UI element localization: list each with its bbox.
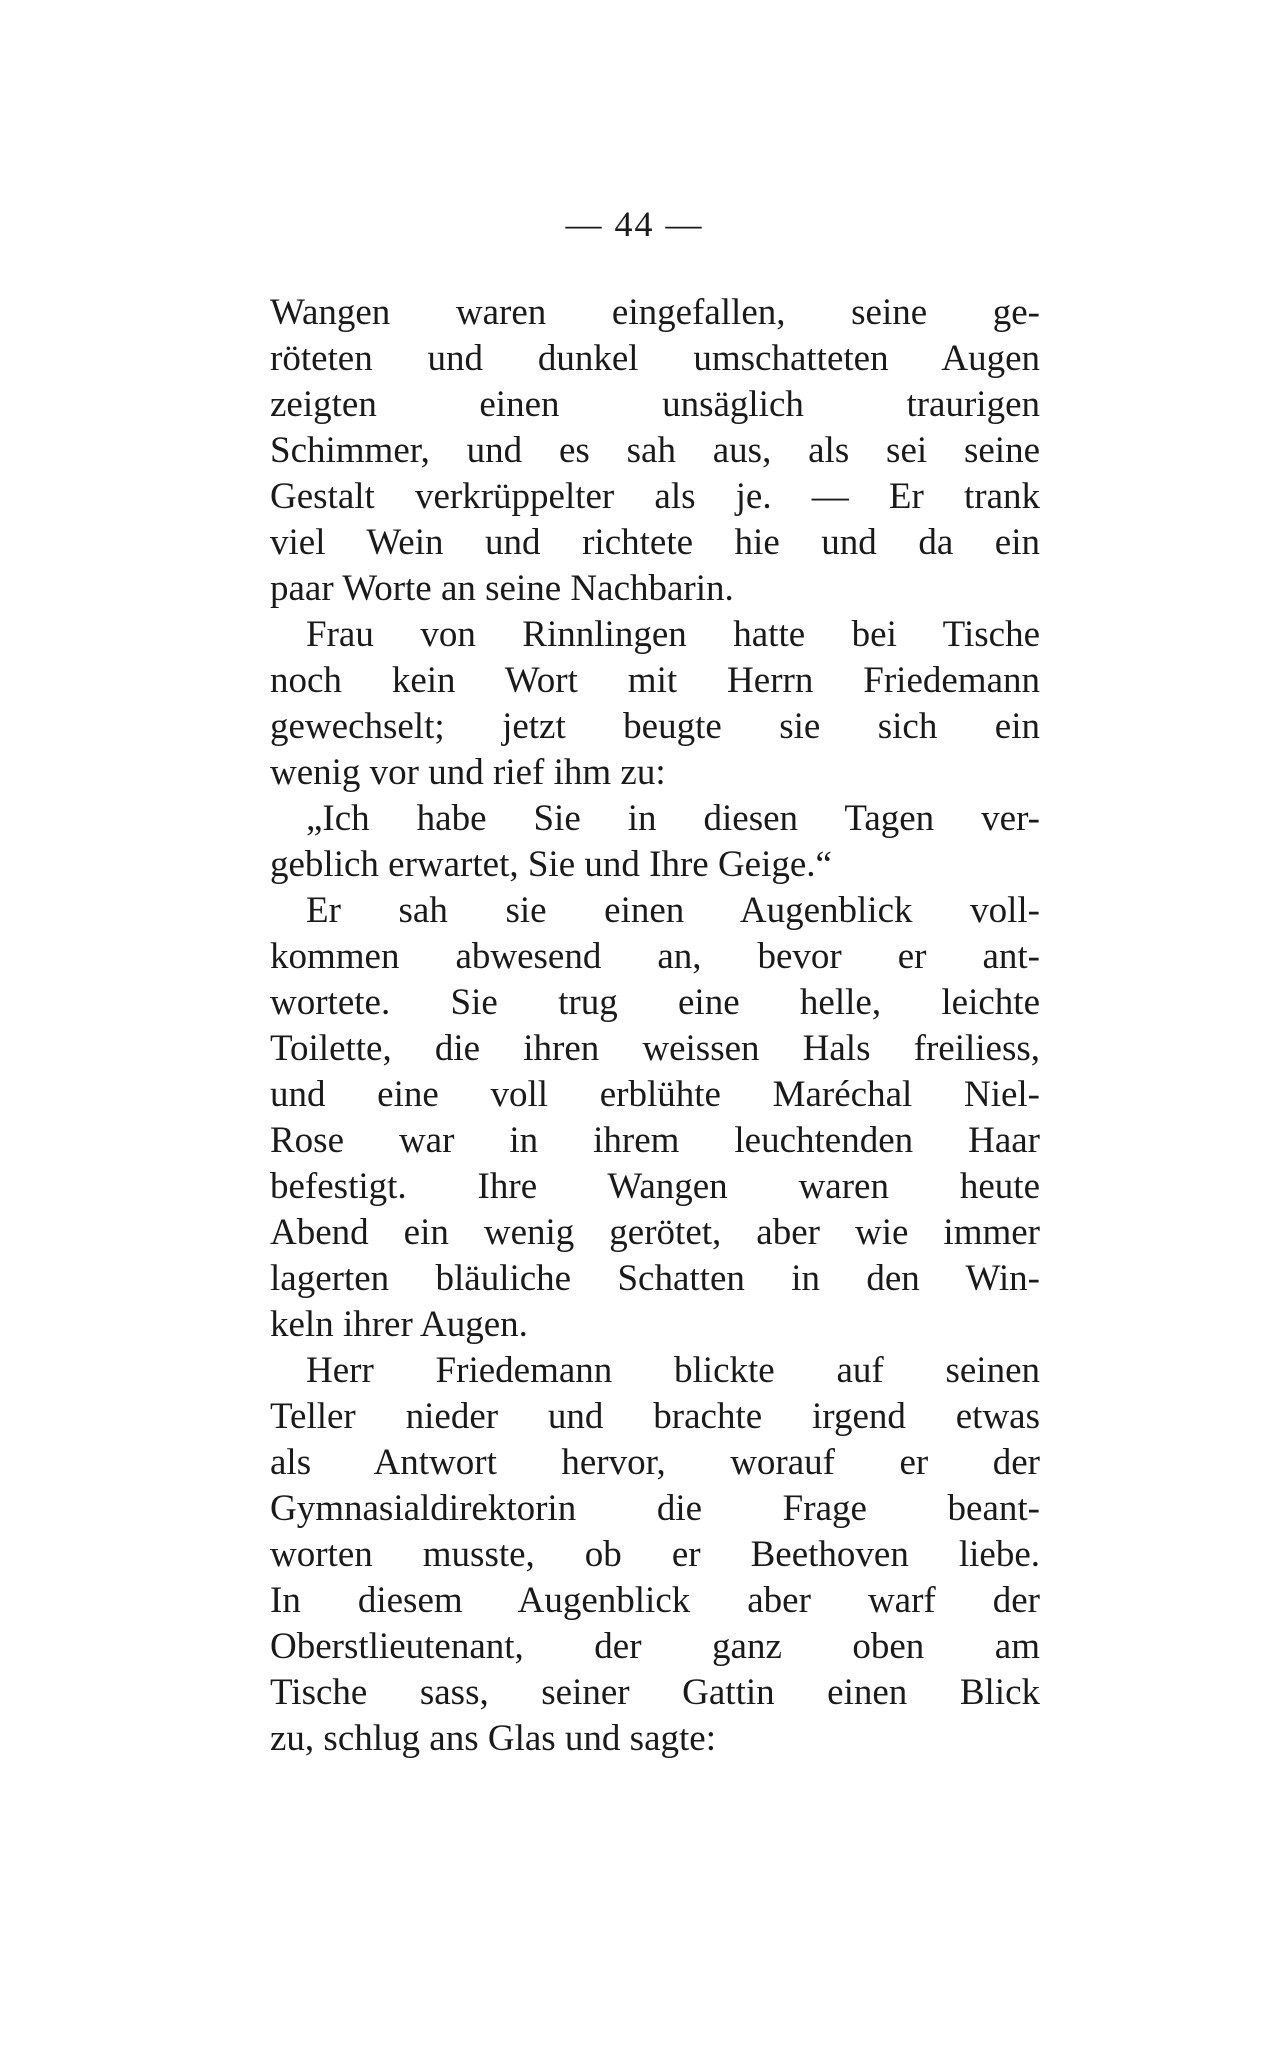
text-line: und eine voll erblühte Maréchal Niel-: [270, 1074, 1040, 1115]
text-line: lagerten bläuliche Schatten in den Win-: [270, 1258, 1040, 1299]
text-line: Teller nieder und brachte irgend etwas: [270, 1396, 1040, 1437]
text-line: Tische sass, seiner Gattin einen Blick: [270, 1672, 1040, 1713]
text-line: paar Worte an seine Nachbarin.: [270, 568, 734, 609]
text-line: kommen abwesend an, bevor er ant-: [270, 936, 1040, 977]
text-line: Er sah sie einen Augenblick voll-: [306, 890, 1040, 931]
text-line: viel Wein und richtete hie und da ein: [270, 522, 1040, 563]
text-line: zeigten einen unsäglich traurigen: [270, 384, 1040, 425]
text-line: befestigt. Ihre Wangen waren heute: [270, 1166, 1040, 1207]
text-line: keln ihrer Augen.: [270, 1304, 528, 1345]
text-line: Frau von Rinnlingen hatte bei Tische: [306, 614, 1040, 655]
text-line: Oberstlieutenant, der ganz oben am: [270, 1626, 1040, 1667]
text-line: Herr Friedemann blickte auf seinen: [306, 1350, 1040, 1391]
text-line: noch kein Wort mit Herrn Friedemann: [270, 660, 1040, 701]
text-line: wortete. Sie trug eine helle, leichte: [270, 982, 1040, 1023]
text-line: worten musste, ob er Beethoven liebe.: [270, 1534, 1040, 1575]
text-line: gewechselt; jetzt beugte sie sich ein: [270, 706, 1040, 747]
text-line: wenig vor und rief ihm zu:: [270, 752, 666, 793]
text-line: Gestalt verkrüppelter als je. — Er trank: [270, 476, 1040, 517]
text-line: Gymnasialdirektorin die Frage beant-: [270, 1488, 1040, 1529]
text-line: Wangen waren eingefallen, seine ge-: [270, 292, 1040, 333]
text-line: Schimmer, und es sah aus, als sei seine: [270, 430, 1040, 471]
page-number: — 44 —: [565, 204, 704, 244]
text-line: Toilette, die ihren weissen Hals freiliess,: [270, 1028, 1040, 1069]
body-text: [270, 290, 1040, 1762]
text-line: geblich erwartet, Sie und Ihre Geige.“: [270, 844, 832, 885]
text-line: röteten und dunkel umschatteten Augen: [270, 338, 1040, 379]
text-line: zu, schlug ans Glas und sagte:: [270, 1718, 716, 1759]
text-line: als Antwort hervor, worauf er der: [270, 1442, 1040, 1483]
text-line: Abend ein wenig gerötet, aber wie immer: [270, 1212, 1040, 1253]
text-line: Rose war in ihrem leuchtenden Haar: [270, 1120, 1040, 1161]
text-line: „Ich habe Sie in diesen Tagen ver-: [306, 798, 1040, 839]
text-line: In diesem Augenblick aber warf der: [270, 1580, 1040, 1621]
